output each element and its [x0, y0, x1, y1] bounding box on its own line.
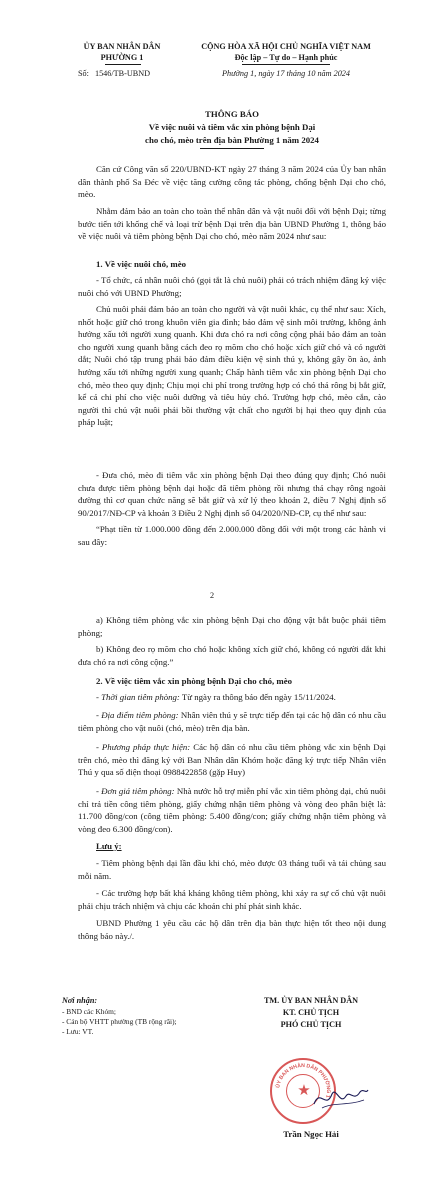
paragraph-legal-basis: Căn cứ Công văn số 220/UBND-KT ngày 27 tháng 3 năm 2024 của Ủy ban nhân dân thành phố Sa Đéc về việc tăng cường công tác phòng, chống bệnh Dại cho chó, mèo.	[78, 164, 386, 200]
note-1: - Tiêm phòng bệnh dại lần đầu khi chó, mèo được 03 tháng tuổi và tái chủng sau mỗi năm.	[78, 858, 386, 881]
section-1-vaccination-duty: - Đưa chó, mèo đi tiêm vắc xin phòng bệnh Dại theo đúng quy định; Chó nuôi chưa được tiêm phòng bệnh dại hoặc đã tiêm phòng rồi nhưng thả chạy rông ngoài đường thì cơ quan chức năng sẽ bắt giữ và xử lý theo khoản 2, điều 7 Nghị định số 90/2017/NĐ-CP và khoản 3 Điều 2 Nghị định số 04/2020/NĐ-CP, cụ thể như sau:	[78, 470, 386, 518]
section-1-item-a: a) Không tiêm phòng vắc xin phòng bệnh Dại cho động vật bắt buộc phải tiêm phòng;	[78, 615, 386, 638]
notice-subject-1: Về việc nuôi và tiêm vắc xin phòng bệnh Dại	[148, 122, 316, 132]
section-1-registration: - Tổ chức, cá nhân nuôi chó (gọi tắt là chủ nuôi) phải có trách nhiệm đăng ký việc nuôi chó với UBND Phường;	[78, 275, 386, 298]
recipients-title: Nơi nhận:	[62, 996, 98, 1005]
agency-line1: ỦY BAN NHÂN DÂN	[83, 42, 161, 51]
sign-line-2: KT. CHỦ TỊCH	[282, 1008, 340, 1017]
handwritten-signature-icon	[310, 1080, 370, 1114]
section-2-method: - Phương pháp thực hiện: Các hộ dân có nhu cầu tiêm phòng vắc xin bệnh Dại trên chó, mèo thì đăng ký với Ban Nhân dân Khóm hoặc đăng ký trực tiếp Nhân viên Thú y qua số điện thoại 0988422858 (gặp Huy)	[78, 742, 386, 778]
sign-line-3: PHÓ CHỦ TỊCH	[280, 1020, 342, 1029]
section-2-price: - Đơn giá tiêm phòng: Nhà nước hỗ trợ miễn phí vắc xin tiêm phòng dại, chủ nuôi chỉ trả tiền công tiêm phòng, giấy chứng nhận tiêm phòng và vòng đeo phân biệt là: 11.700 đồng/con (công tiêm phòng: 5.400 đồng/con; giấy chứng nhận tiêm phòng và vòng đeo 6.300 đồng/con).	[78, 786, 386, 834]
section-2-time: - Thời gian tiêm phòng: Từ ngày ra thông báo đến ngày 15/11/2024.	[96, 692, 336, 702]
agency-line2: PHƯỜNG 1	[100, 53, 144, 62]
section-1-item-b: b) Không đeo rọ mõm cho chó hoặc không xích giữ chó, không có người dắt khi đưa chó ra nơi công cộng.”	[78, 644, 386, 667]
note-title: Lưu ý:	[96, 841, 122, 851]
document-number: Số: 1546/TB-UBND	[78, 69, 151, 78]
section-1-owner-duties: Chủ nuôi phải đảm bảo an toàn cho người và vật nuôi khác, cụ thể như sau: Xích, nhốt hoặc giữ chó trong khuôn viên gia đình; bảo đảm vệ sinh môi trường, không ảnh hưởng xấu tới người xung quanh. Khi đưa chó ra nơi công cộng phải bảo đảm an toàn cho người xung quanh bằng cách đeo rọ mõm cho chó hoặc xích giữ chó và có người dắt; Nuôi chó tập trung phải bảo đảm điều kiện vệ sinh thú y, không gây ồn ào, ảnh hưởng xấu tới những người xung quanh; Chấp hành tiêm vắc xin phòng bệnh Dại cho chó, mèo theo quy định; Chịu mọi chi phí trong trường hợp có chó thả rông bị bắt giữ, kể cả chi phí cho việc nuôi dưỡng và tiêu hủy chó. Trường hợp chó, mèo cắn, cào người thì chủ vật nuôi phải bồi thường vật chất cho người bị hại theo quy định của pháp luật;	[78, 304, 386, 428]
section-2-place: - Địa điểm tiêm phòng: Nhân viên thú y sẽ trực tiếp đến tại các hộ dân có nhu cầu tiêm phòng cho vật nuôi (chó, mèo) trên địa bàn.	[78, 710, 386, 733]
sign-line-1: TM. ỦY BAN NHÂN DÂN	[263, 996, 359, 1005]
date-place: Phường 1, ngày 17 tháng 10 năm 2024	[221, 69, 350, 78]
nation-title: CỘNG HÒA XÃ HỘI CHỦ NGHĨA VIỆT NAM	[201, 42, 371, 51]
notice-subject-2: cho chó, mèo trên địa bàn Phường 1 năm 2024	[145, 135, 319, 145]
recipient-item: - BND các Khóm;	[62, 1007, 116, 1016]
signer-name: Trần Ngọc Hải	[283, 1129, 339, 1139]
closing-paragraph: UBND Phường 1 yêu cầu các hộ dân trên địa bàn thực hiện tốt theo nội dung thông báo này./.	[78, 918, 386, 941]
recipient-item: - Cán bộ VHTT phường (TB rộng rãi);	[62, 1017, 177, 1026]
notice-kind: THÔNG BÁO	[204, 109, 259, 119]
note-2: - Các trường hợp bất khả kháng không tiêm phòng, khi xảy ra sự cố chủ vật nuôi phải chịu trách nhiệm và chịu các khoản chi phí phát sinh khác.	[78, 888, 386, 911]
recipient-item: - Lưu: VT.	[62, 1027, 94, 1036]
section-1-title: 1. Về việc nuôi chó, mèo	[96, 259, 186, 269]
page-number: 2	[209, 591, 215, 600]
svg-text:ỦY BAN NHÂN DÂN PHƯỜNG 1: ỦY BAN NHÂN DÂN PHƯỜNG 1	[275, 1062, 332, 1099]
title-underline	[200, 148, 264, 149]
seal-star-icon: ★	[297, 1083, 311, 1099]
section-2-title: 2. Về việc tiêm vắc xin phòng bệnh Dại cho chó, mèo	[96, 676, 293, 686]
motto-underline	[242, 64, 330, 65]
motto: Độc lập – Tự do – Hạnh phúc	[234, 53, 338, 62]
agency-underline	[105, 64, 141, 65]
paragraph-purpose: Nhằm đảm bảo an toàn cho toàn thể nhân dân và vật nuôi đối với bệnh Dại; từng bước tiến tới khống chế và loại trừ bệnh Dại trên địa bàn UBND Phường 1, thông báo về việc nuôi và tiêm phòng bệnh Dại cho chó, mèo năm 2024 như sau:	[78, 206, 386, 242]
section-1-fine: “Phạt tiền từ 1.000.000 đồng đến 2.000.000 đồng đối với một trong các hành vi sau đây:	[78, 524, 386, 547]
